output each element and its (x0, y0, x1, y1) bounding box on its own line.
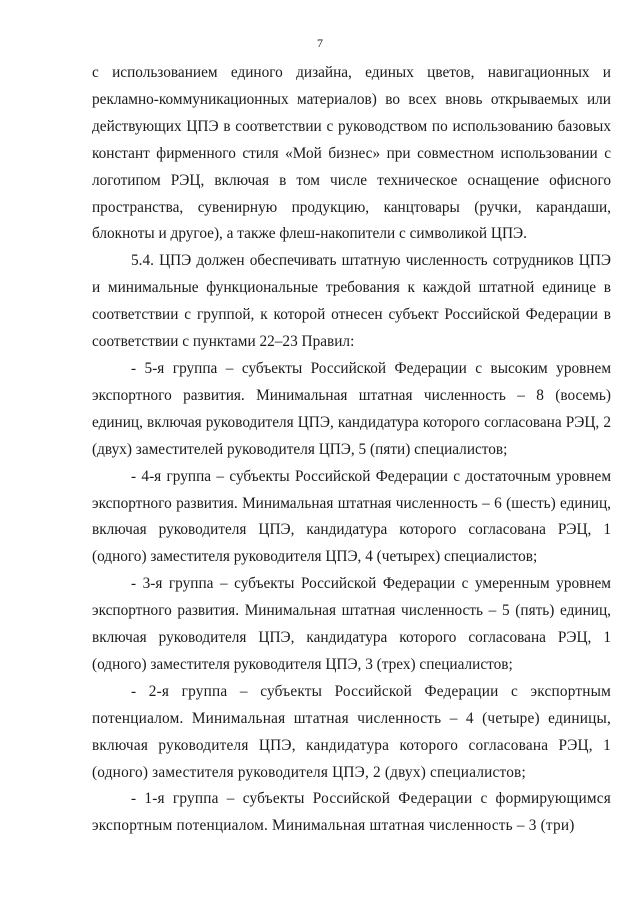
list-item-group-5: - 5-я группа – субъекты Российской Федерации с высоким уровнем экспортного развития. Минимальная штатная численность – 8 (восемь) единиц, включая руководителя ЦПЭ, кандидатура которого согласована РЭЦ, 2 (двух) заместителей руководителя ЦПЭ, 5 (пяти) специалистов; (92, 359, 611, 458)
list-item-group-3: - 3-я группа – субъекты Российской Федерации с умеренным уровнем экспортного развития. Минимальная штатная численность – 5 (пять) единиц, включая руководителя ЦПЭ, кандидатура которого согласована РЭЦ, 1 (одного) заместителя руководителя ЦПЭ, 3 (трех) специалистов; (92, 575, 611, 673)
list-item-group-2: - 2-я группа – субъекты Российской Федерации с экспортным потенциалом. Минимальная штатная численность – 4 (четыре) единицы, включая руководителя ЦПЭ, кандидатура которого согласована РЭЦ, 1 (одного) заместителя руководителя ЦПЭ, 2 (двух) специалистов; (92, 682, 611, 781)
list-item-group-4: - 4-я группа – субъекты Российской Федерации с достаточным уровнем экспортного развития. Минимальная штатная численность – 6 (шесть) единиц, включая руководителя ЦПЭ, кандидатура которого согласована РЭЦ, 1 (одного) заместителя руководителя ЦПЭ, 4 (четырех) специалистов; (92, 467, 611, 566)
list-item-group-1: - 1-я группа – субъекты Российской Федерации с формирующимся экспортным потенциалом. Минимальная штатная численность – 3 (три) (92, 790, 611, 835)
page-number: 7 (317, 36, 323, 50)
paragraph-5-4: 5.4. ЦПЭ должен обеспечивать штатную численность сотрудников ЦПЭ и минимальные функциональные требования к каждой штатной единице в соответствии с группой, к которой отнесен субъект Российской Федерации в соответствии с пунктами 22–23 Правил: (92, 252, 611, 351)
paragraph-continuation: с использованием единого дизайна, единых цветов, навигационных и рекламно-коммуникационных материалов) во всех вновь открываемых или действующих ЦПЭ в соответствии с руководством по использованию базовых констант фирменного стиля «Мой бизнес» при совместном использовании с логотипом РЭЦ, включая в том числе техническое оснащение офисного пространства, сувенирную продукцию, канцтовары (ручки, карандаши, блокноты и другое), а также флеш-накопители с символикой ЦПЭ. (92, 64, 611, 243)
document-body (92, 60, 611, 840)
